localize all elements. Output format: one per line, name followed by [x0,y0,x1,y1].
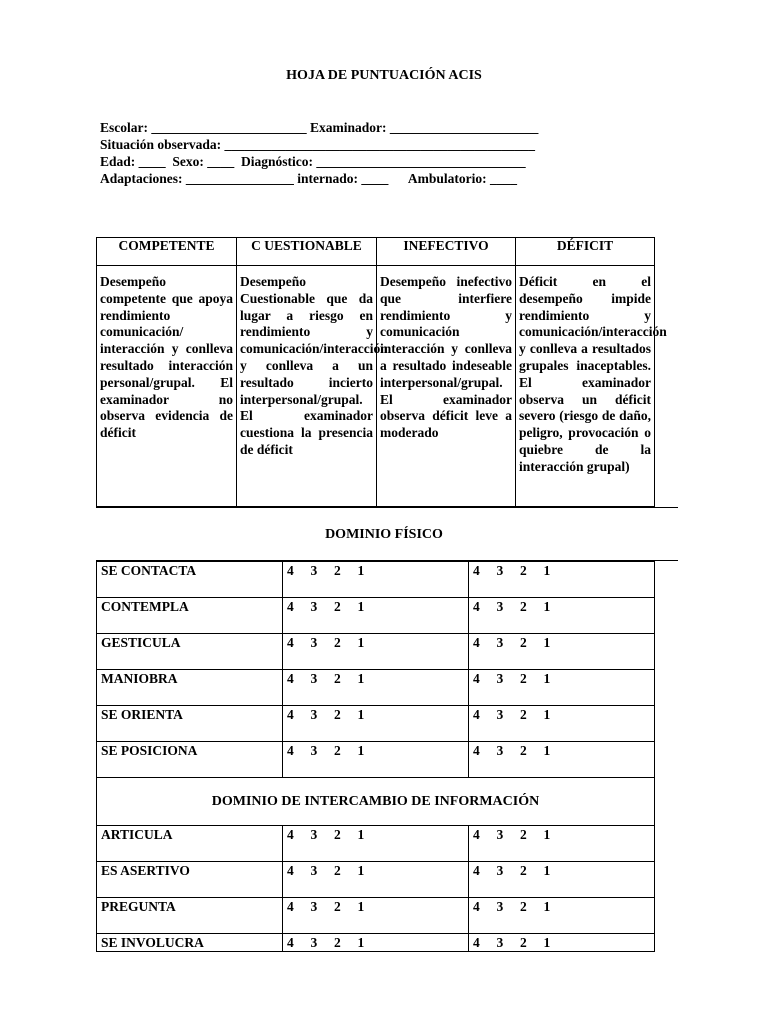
score-option[interactable]: 1 [357,827,365,842]
score-option[interactable]: 4 [287,563,294,578]
page-title: HOJA DE PUNTUACIÓN ACIS [286,68,482,83]
score-option[interactable]: 3 [310,935,318,950]
score-scale-first [283,862,469,898]
score-scale-second [469,826,655,862]
score-option[interactable]: 3 [310,827,318,842]
score-option[interactable]: 1 [357,563,365,578]
score-option[interactable]: 4 [287,599,294,614]
table-row [97,862,655,898]
score-option[interactable]: 3 [496,863,504,878]
score-option[interactable]: 2 [334,635,341,650]
score-option[interactable]: 3 [496,707,504,722]
score-scale-second [469,634,655,670]
skill-label: ES ASERTIVO [97,862,283,898]
skill-label: CONTEMPLA [97,598,283,634]
level-description-competente: Desempeño competente que apoya rendimiento comunicación/ interacción y conlleva resultado interacción personal/grupal. El examinador no observa evidencia de déficit [97,266,237,507]
score-scale-first [283,898,469,934]
score-scale-first [283,634,469,670]
score-scale-second [469,934,655,952]
score-option[interactable]: 3 [496,563,504,578]
score-scale-first [283,706,469,742]
score-option[interactable]: 1 [357,743,365,758]
score-option[interactable]: 4 [473,707,480,722]
score-option[interactable]: 2 [334,863,341,878]
score-option[interactable]: 1 [543,935,551,950]
score-option[interactable]: 2 [334,707,341,722]
level-description-inefectivo: Desempeño inefectivo que interfiere rendimiento y comunicación interacción y conlleva a resultado indeseable interpersonal/grupal. El examinador observa déficit leve a moderado [377,266,516,507]
score-option[interactable]: 1 [357,707,365,722]
score-option[interactable]: 1 [357,599,365,614]
table-row [97,826,655,862]
score-option[interactable]: 3 [496,671,504,686]
score-scale-first [283,742,469,778]
score-option[interactable]: 4 [473,827,480,842]
score-option[interactable]: 4 [287,899,294,914]
score-option[interactable]: 4 [287,635,294,650]
score-option[interactable]: 1 [543,635,551,650]
form-line-adaptations: Adaptaciones: ________________ internado: ____ Ambulatorio: ____ [100,171,518,186]
score-option[interactable]: 2 [520,563,527,578]
score-option[interactable]: 1 [543,743,551,758]
levels-table [96,237,667,507]
level-description-deficit: Déficit en el desempeño impide rendimiento y comunicación/interacción y conlleva a resultados grupales inaceptables. El examinador observa un déficit severo (riesgo de daño, peligro, provocación o quiebre de la interacción grupal) [516,266,655,507]
score-option[interactable]: 2 [520,827,527,842]
score-option[interactable]: 4 [473,599,480,614]
score-option[interactable]: 1 [543,563,551,578]
score-option[interactable]: 2 [520,899,527,914]
level-header-deficit: DÉFICIT [516,238,655,266]
score-scale-first [283,826,469,862]
score-option[interactable]: 2 [334,935,341,950]
score-option[interactable]: 3 [310,899,318,914]
skill-label: MANIOBRA [97,670,283,706]
scoring-table [96,561,655,952]
score-option[interactable]: 3 [310,563,318,578]
score-option[interactable]: 1 [543,827,551,842]
skill-label: SE INVOLUCRA [97,934,283,952]
score-option[interactable]: 3 [496,743,504,758]
score-option[interactable]: 4 [473,563,480,578]
score-scale-second [469,670,655,706]
skill-label: PREGUNTA [97,898,283,934]
score-option[interactable]: 4 [473,671,480,686]
score-option[interactable]: 1 [543,707,551,722]
score-option[interactable]: 4 [287,827,294,842]
score-option[interactable]: 4 [287,707,294,722]
score-option[interactable]: 2 [334,899,341,914]
level-header-inefectivo: INEFECTIVO [377,238,516,266]
table-row [97,934,655,952]
score-option[interactable]: 3 [310,599,318,614]
score-option[interactable]: 1 [543,599,551,614]
score-scale-first [283,598,469,634]
score-scale-second [469,706,655,742]
score-option[interactable]: 1 [543,863,551,878]
table-row [97,898,655,934]
skill-label: GESTICULA [97,634,283,670]
physical-domain-title: DOMINIO FÍSICO [325,527,443,542]
score-option[interactable]: 1 [543,671,551,686]
score-option[interactable]: 3 [310,863,318,878]
score-option[interactable]: 3 [496,935,504,950]
table-row [97,706,655,742]
level-header-competente: COMPETENTE [97,238,237,266]
form-line-student-examiner: Escolar: _______________________ Examinador: ______________________ [100,120,539,135]
information-domain-title: DOMINIO DE INTERCAMBIO DE INFORMACIÓN [97,778,655,826]
score-option[interactable]: 3 [496,635,504,650]
score-option[interactable]: 2 [334,743,341,758]
form-line-age-sex-diagnosis: Edad: ____ Sexo: ____ Diagnóstico: _______________________________ [100,154,526,169]
score-option[interactable]: 4 [287,743,294,758]
score-option[interactable]: 1 [357,863,365,878]
score-scale-first [283,670,469,706]
score-option[interactable]: 4 [473,935,480,950]
score-scale-second [469,898,655,934]
skill-label: SE ORIENTA [97,706,283,742]
score-option[interactable]: 4 [287,935,294,950]
score-scale-first [283,562,469,598]
score-scale-second [469,742,655,778]
score-option[interactable]: 4 [473,899,480,914]
level-header-cuestionable: C UESTIONABLE [237,238,377,266]
table-row [97,742,655,778]
score-option[interactable]: 2 [520,935,527,950]
table-row [97,634,655,670]
score-option[interactable]: 3 [310,707,318,722]
score-option[interactable]: 4 [287,863,294,878]
table-row [97,562,655,598]
skill-label: SE POSICIONA [97,742,283,778]
score-option[interactable]: 2 [520,743,527,758]
score-option[interactable]: 2 [334,599,341,614]
score-option[interactable]: 1 [357,899,365,914]
form-line-situation: Situación observada: ______________________________________________ [100,137,536,152]
score-option[interactable]: 4 [473,635,480,650]
score-option[interactable]: 2 [334,827,341,842]
score-option[interactable]: 1 [357,935,365,950]
score-option[interactable]: 3 [496,599,504,614]
score-option[interactable]: 2 [520,635,527,650]
score-option[interactable]: 3 [310,743,318,758]
score-scale-second [469,562,655,598]
score-scale-second [469,598,655,634]
score-option[interactable]: 2 [520,671,527,686]
skill-label: SE CONTACTA [97,562,283,598]
level-description-cuestionable: Desempeño Cuestionable que da lugar a riesgo en rendimiento y comunicación/interacción y conlleva a un resultado incierto interpersonal/grupal. El examinador cuestiona la presencia de déficit [237,266,377,507]
score-option[interactable]: 3 [310,635,318,650]
score-option[interactable]: 1 [357,671,365,686]
table-row [97,670,655,706]
table-row [97,598,655,634]
skill-label: ARTICULA [97,826,283,862]
score-option[interactable]: 4 [473,863,480,878]
score-option[interactable]: 3 [310,671,318,686]
score-option[interactable]: 2 [520,707,527,722]
score-option[interactable]: 3 [496,827,504,842]
score-option[interactable]: 4 [287,671,294,686]
header-form [100,119,660,187]
score-option[interactable]: 2 [520,863,527,878]
score-option[interactable]: 1 [543,899,551,914]
score-scale-first [283,934,469,952]
score-option[interactable]: 3 [496,899,504,914]
score-option[interactable]: 1 [357,635,365,650]
score-option[interactable]: 2 [520,599,527,614]
divider-line [96,507,678,508]
score-option[interactable]: 4 [473,743,480,758]
score-option[interactable]: 2 [334,563,341,578]
score-option[interactable]: 2 [334,671,341,686]
score-scale-second [469,862,655,898]
